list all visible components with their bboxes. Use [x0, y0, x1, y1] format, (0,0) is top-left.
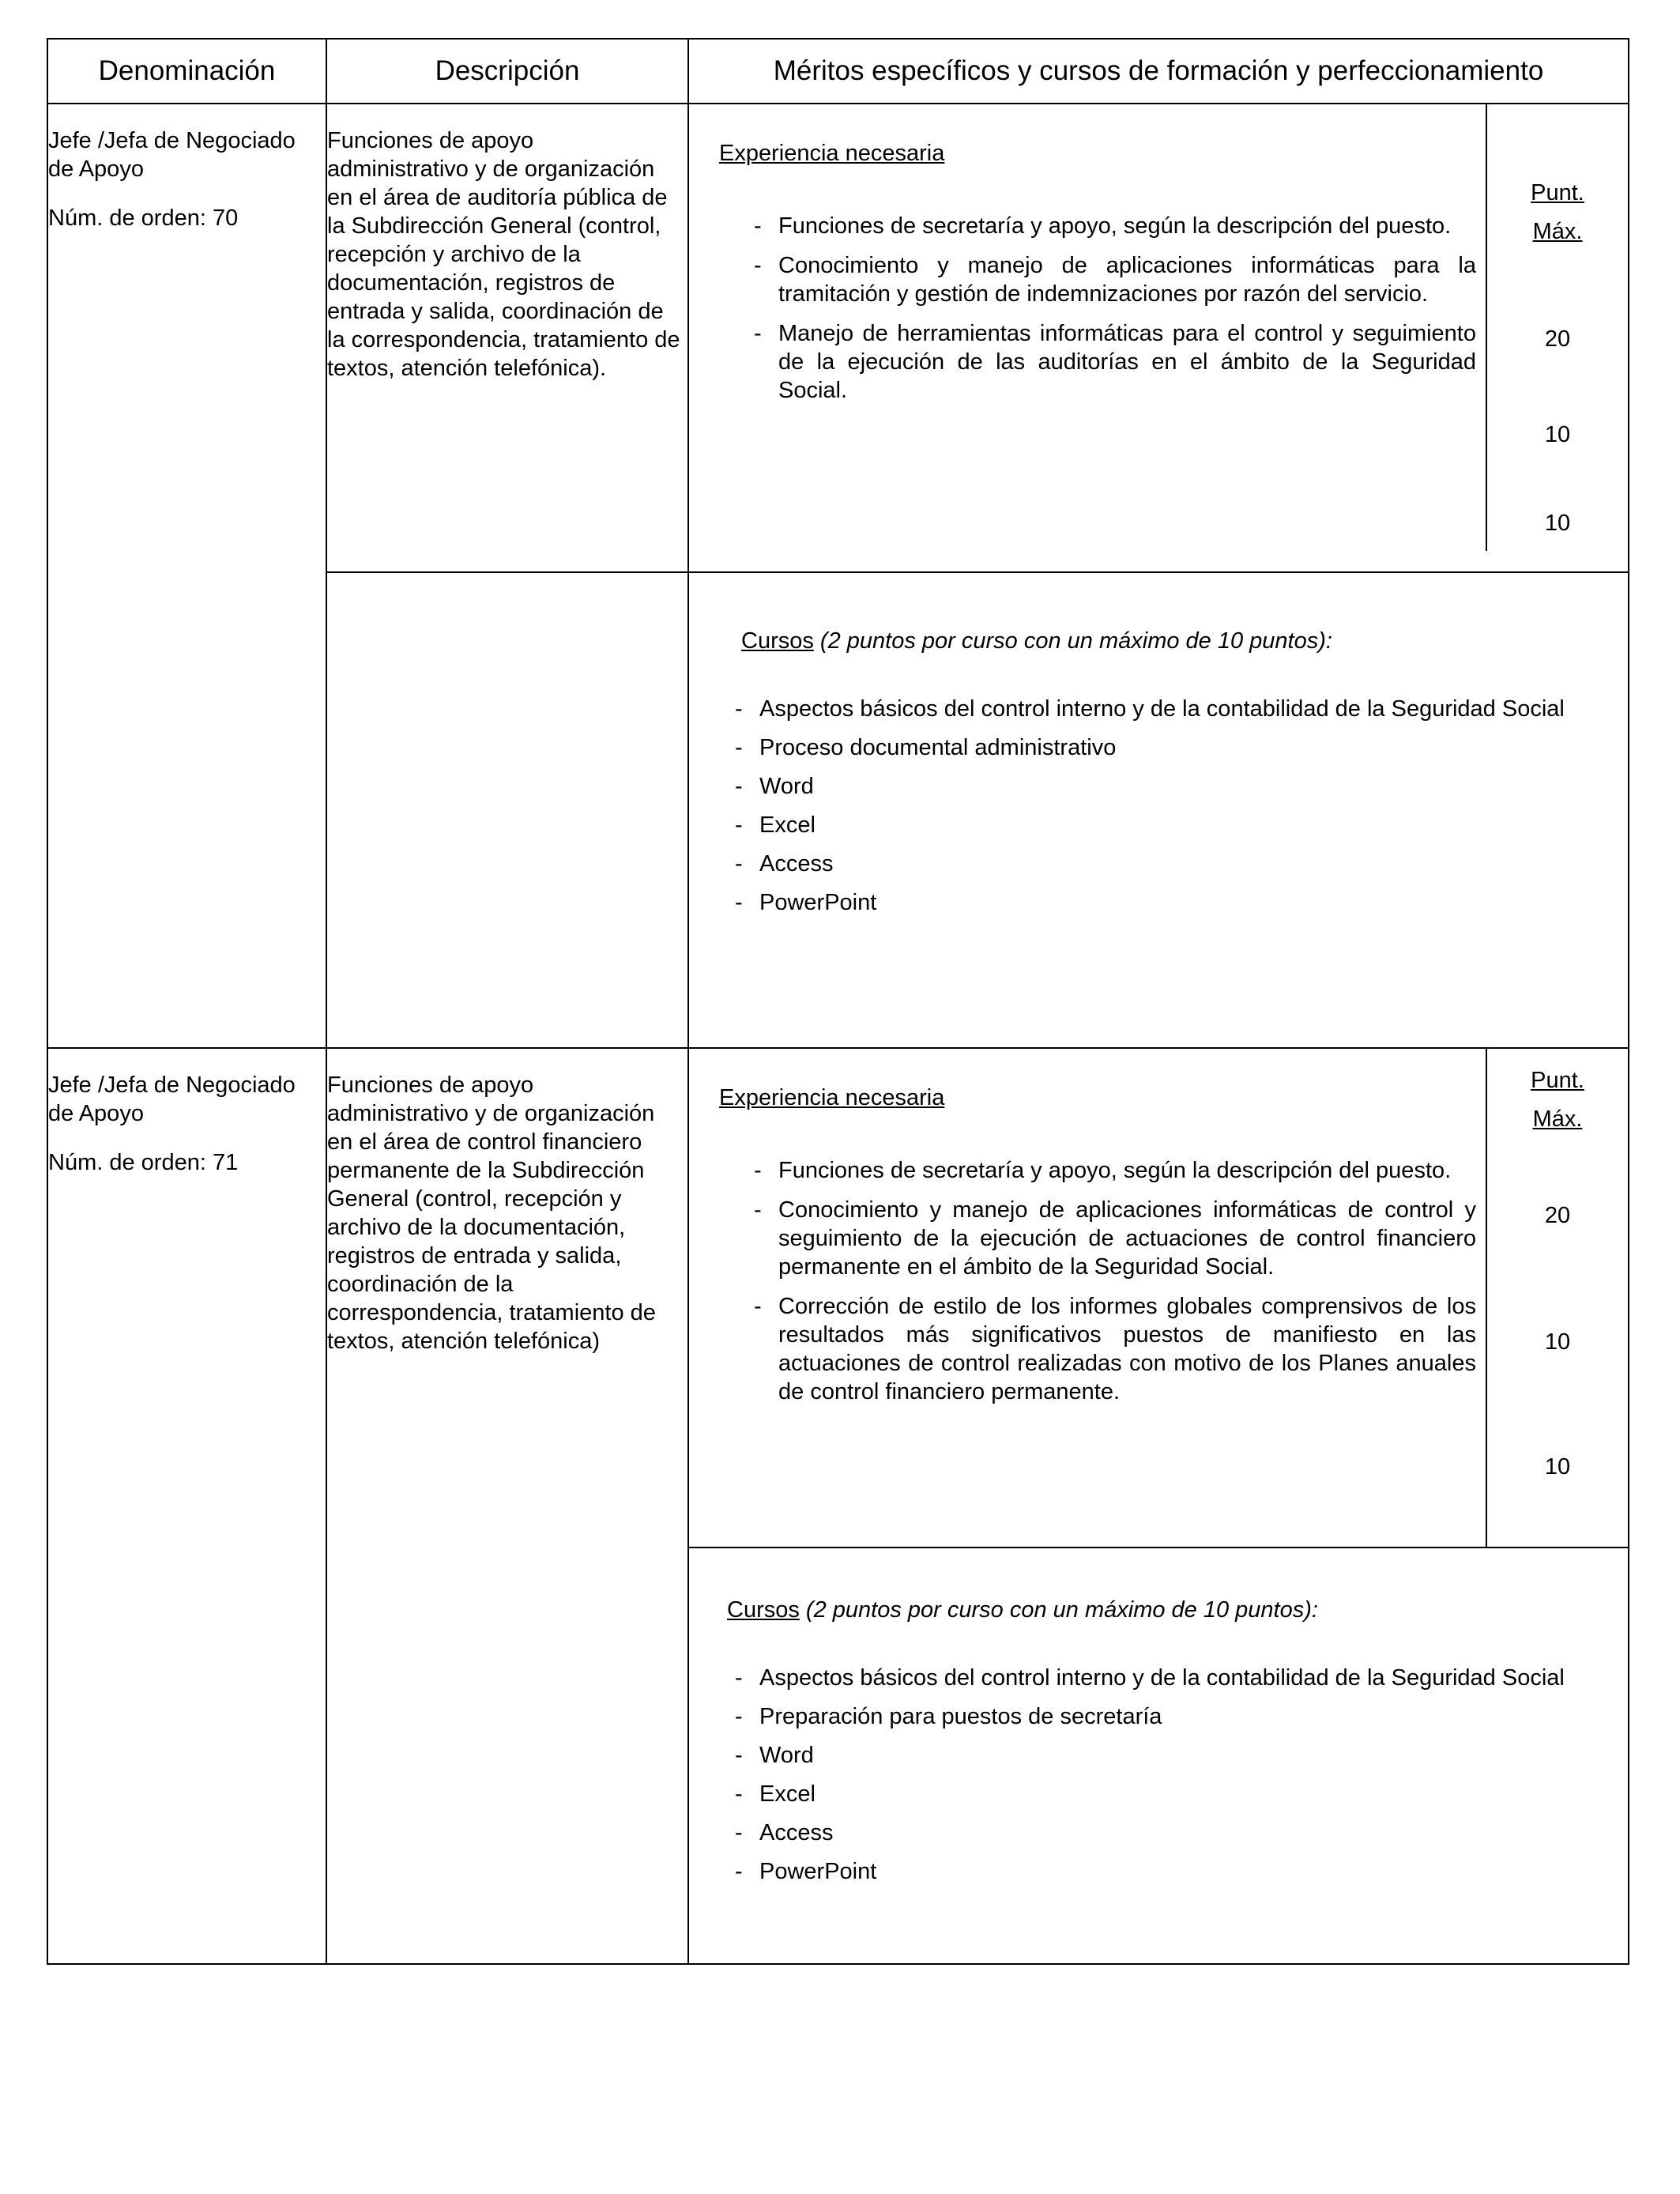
description-cell-empty [326, 572, 688, 1048]
list-item: - Aspectos básicos del control interno y de la contabilidad de la Seguridad Social [700, 1664, 1618, 1692]
courses-cell [688, 1547, 1629, 1964]
courses-heading: Cursos [741, 628, 814, 654]
score-column [1487, 1049, 1628, 1547]
experience-block [689, 1049, 1487, 1547]
score-value: 10 [1544, 511, 1571, 536]
list-item: - PowerPoint [700, 888, 1618, 917]
courses-list [700, 1664, 1618, 1886]
experience-heading: Experiencia necesaria [719, 1085, 945, 1110]
courses-note: (2 puntos por curso con un máximo de 10 puntos): [805, 1597, 1318, 1623]
list-item: - Access [700, 1819, 1618, 1847]
experience-cell [688, 1048, 1629, 1547]
description-cell [326, 1048, 688, 1964]
order-number: Núm. de orden: 71 [48, 1150, 239, 1175]
list-item: - Manejo de herramientas informáticas para el control y seguimiento de la ejecución de las auditorías en el ámbito de la Seguridad Social. [719, 319, 1476, 405]
score-label-punt: Punt. [1531, 1068, 1584, 1093]
courses-heading: Cursos [727, 1597, 800, 1623]
list-item: - Funciones de secretaría y apoyo, según la descripción del puesto. [719, 1156, 1476, 1185]
list-item: - Corrección de estilo de los informes globales comprensivos de los resultados más significativos puestos de manifiesto en las actuaciones de control realizadas con motivo de los Planes anuales de control financiero permanente. [719, 1292, 1476, 1406]
header-row [47, 39, 1629, 104]
list-item: - Access [700, 850, 1618, 878]
courses-heading-line [727, 1596, 1618, 1624]
courses-block [689, 573, 1628, 655]
score-value: 20 [1544, 1203, 1571, 1228]
merits-table [47, 38, 1629, 1965]
courses-cell [688, 572, 1629, 1048]
list-item: - Word [700, 772, 1618, 801]
courses-list [700, 695, 1618, 917]
list-item: - PowerPoint [700, 1857, 1618, 1886]
score-column [1487, 104, 1628, 551]
courses-list-wrap [689, 695, 1628, 917]
experience-list [719, 1156, 1476, 1406]
table-row [47, 1048, 1629, 1547]
order-number: Núm. de orden: 70 [48, 205, 239, 231]
score-value: 10 [1544, 1329, 1571, 1355]
description-text: Funciones de apoyo administrativo y de organización en el área de control financiero permanente de la Subdirección General (control, recepción y archivo de la documentación, registros de entrada y salida, coordinación de la correspondencia, tratamiento de textos, atención telefónica) [327, 1072, 656, 1354]
list-item: - Conocimiento y manejo de aplicaciones informáticas para la tramitación y gestión de indemnizaciones por razón del servicio. [719, 251, 1476, 308]
experience-block [689, 104, 1487, 551]
courses-list-wrap [689, 1664, 1628, 1886]
score-label-max: Máx. [1532, 1106, 1583, 1132]
table-row [47, 104, 1629, 572]
position-title: Jefe /Jefa de Negociado de Apoyo [48, 128, 296, 182]
experience-cell [688, 104, 1629, 572]
position-title: Jefe /Jefa de Negociado de Apoyo [48, 1072, 296, 1126]
score-label-max: Máx. [1532, 219, 1583, 244]
list-item: - Aspectos básicos del control interno y de la contabilidad de la Seguridad Social [700, 695, 1618, 723]
list-item: - Preparación para puestos de secretaría [700, 1702, 1618, 1731]
experience-heading: Experiencia necesaria [719, 141, 945, 166]
score-value: 10 [1544, 1454, 1571, 1480]
courses-note: (2 puntos por curso con un máximo de 10 puntos): [819, 628, 1332, 654]
courses-heading-line [741, 627, 1618, 655]
header-descripcion: Descripción [326, 39, 688, 104]
description-cell [326, 104, 688, 572]
list-item: - Funciones de secretaría y apoyo, según la descripción del puesto. [719, 212, 1476, 240]
denominacion-cell [47, 104, 326, 1048]
courses-block [689, 1548, 1628, 1624]
score-value: 20 [1544, 326, 1571, 352]
list-item: - Proceso documental administrativo [700, 733, 1618, 762]
header-meritos: Méritos específicos y cursos de formación y perfeccionamiento [688, 39, 1629, 104]
score-label-punt: Punt. [1531, 180, 1584, 205]
list-item: - Excel [700, 811, 1618, 839]
denominacion-cell [47, 1048, 326, 1964]
score-value: 10 [1544, 422, 1571, 447]
list-item: - Conocimiento y manejo de aplicaciones informáticas de control y seguimiento de la ejecución de actuaciones de control financiero permanente en el ámbito de la Seguridad Social. [719, 1196, 1476, 1281]
list-item: - Excel [700, 1780, 1618, 1808]
list-item: - Word [700, 1741, 1618, 1770]
experience-list [719, 212, 1476, 405]
description-text: Funciones de apoyo administrativo y de organización en el área de auditoría pública de la Subdirección General (control, recepción y archivo de la documentación, registros de entrada y salida, coordinación de la correspondencia, tratamiento de textos, atención telefónica). [327, 128, 680, 381]
header-denominacion: Denominación [47, 39, 326, 104]
